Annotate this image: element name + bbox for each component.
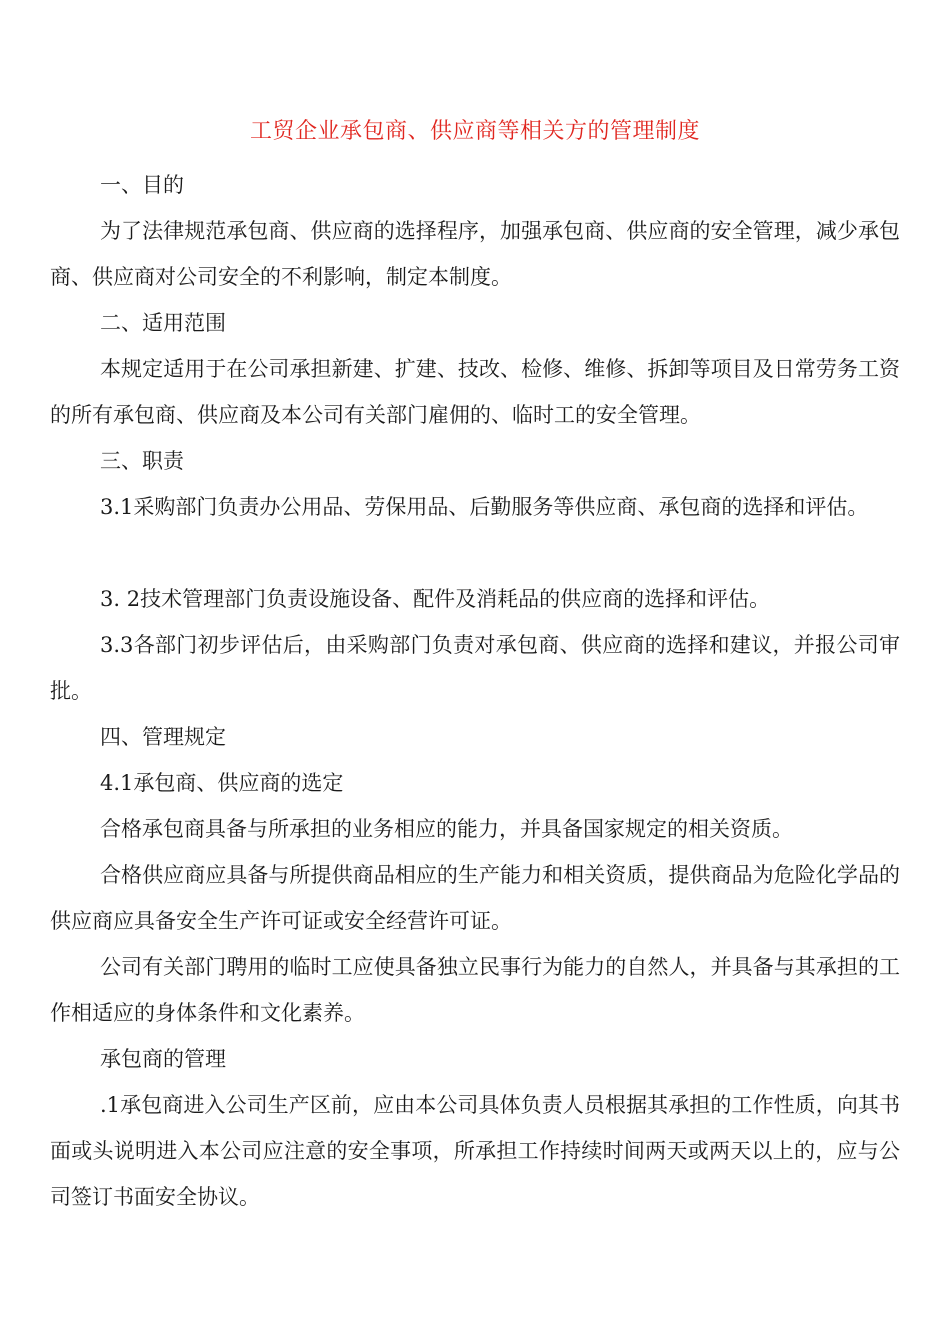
subheading-contractor-management: 承包商的管理 <box>100 1047 226 1071</box>
paragraph-scope: 本规定适用于在公司承担新建、扩建、技改、检修、维修、拆卸等项目及日常劳务工资的所有承包商、供应商及本公司有关部门雇佣的、临时工的安全管理。 <box>50 357 900 427</box>
section-heading-purpose: 一、目的 <box>100 173 184 197</box>
paragraph-qualified-supplier: 合格供应商应具备与所提供商品相应的生产能力和相关资质，提供商品为危险化学品的供应商应具备安全生产许可证或安全经营许可证。 <box>50 863 900 933</box>
section-heading-duties: 三、职责 <box>100 449 184 473</box>
section-heading-rules: 四、管理规定 <box>100 725 226 749</box>
section-heading-scope: 二、适用范围 <box>100 311 226 335</box>
paragraph-purpose: 为了法律规范承包商、供应商的选择程序，加强承包商、供应商的安全管理，减少承包商、供应商对公司安全的不利影响，制定本制度。 <box>50 219 900 289</box>
document-title: 工贸企业承包商、供应商等相关方的管理制度 <box>249 119 700 144</box>
paragraph-duty-3-2: 3. 2技术管理部门负责设施设备、配件及消耗品的供应商的选择和评估。 <box>100 587 771 611</box>
paragraph-qualified-contractor: 合格承包商具备与所承担的业务相应的能力，并具备国家规定的相关资质。 <box>100 817 793 841</box>
paragraph-contractor-entry: .1承包商进入公司生产区前，应由本公司具体负责人员根据其承担的工作性质，向其书面或头说明进入本公司应注意的安全事项，所承担工作持续时间两天或两天以上的，应与公司签订书面安全协议。 <box>50 1093 900 1209</box>
paragraph-duty-3-3: 3.3各部门初步评估后，由采购部门负责对承包商、供应商的选择和建议，并报公司审批。 <box>50 633 900 703</box>
subheading-4-1: 4.1承包商、供应商的选定 <box>100 771 344 795</box>
paragraph-duty-3-1: 3.1采购部门负责办公用品、劳保用品、后勤服务等供应商、承包商的选择和评估。 <box>100 495 869 519</box>
paragraph-temporary-workers: 公司有关部门聘用的临时工应使具备独立民事行为能力的自然人，并具备与其承担的工作相适应的身体条件和文化素养。 <box>50 955 900 1025</box>
